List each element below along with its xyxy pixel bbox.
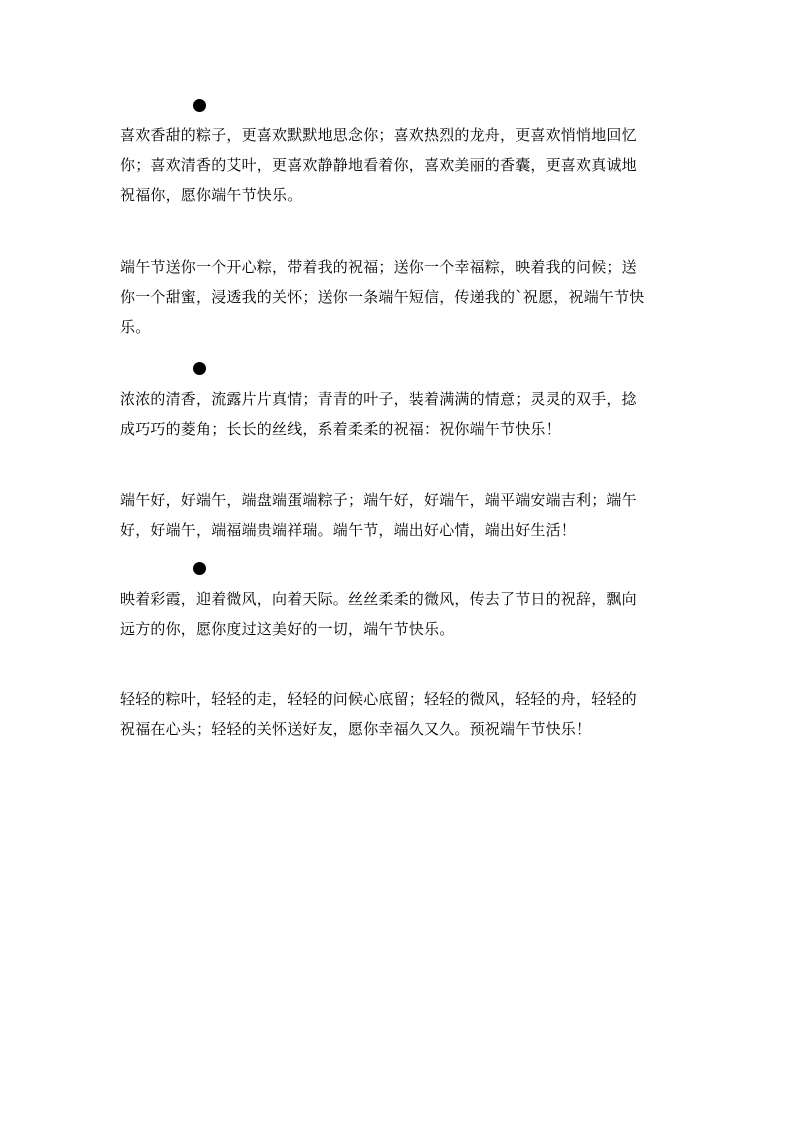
greeting-paragraph bbox=[120, 485, 680, 545]
text-line: 乐。 bbox=[120, 318, 151, 336]
greeting-paragraph bbox=[120, 384, 680, 444]
text-line: 成巧巧的菱角；长长的丝线，系着柔柔的祝福：祝你端午节快乐！ bbox=[120, 420, 561, 438]
bullet-marker bbox=[193, 562, 206, 575]
text-line: 你；喜欢清香的艾叶，更喜欢静静地看着你，喜欢美丽的香囊，更喜欢真诚地 bbox=[120, 156, 637, 174]
text-line: 祝福你，愿你端午节快乐。 bbox=[120, 186, 303, 204]
text-line: 轻轻的粽叶，轻轻的走，轻轻的问候心底留；轻轻的微风，轻轻的舟，轻轻的 bbox=[120, 690, 637, 708]
greeting-paragraph bbox=[120, 684, 680, 744]
text-line: 映着彩霞，迎着微风，向着天际。丝丝柔柔的微风，传去了节日的祝辞，飘向 bbox=[120, 590, 637, 608]
text-line: 远方的你，愿你度过这美好的一切，端午节快乐。 bbox=[120, 620, 455, 638]
text-line: 端午好，好端午，端盘端蛋端粽子；端午好，好端午，端平端安端吉利；端午 bbox=[120, 491, 637, 509]
text-line: 喜欢香甜的粽子，更喜欢默默地思念你；喜欢热烈的龙舟，更喜欢悄悄地回忆 bbox=[120, 126, 637, 144]
greeting-paragraph bbox=[120, 252, 680, 342]
text-line: 你一个甜蜜，浸透我的关怀；送你一条端午短信，传递我的`祝愿，祝端午节快 bbox=[120, 288, 645, 306]
greeting-paragraph bbox=[120, 120, 680, 210]
bullet-marker bbox=[193, 362, 206, 375]
bullet-marker bbox=[193, 99, 206, 112]
text-line: 端午节送你一个开心粽，带着我的祝福；送你一个幸福粽，映着我的问候；送 bbox=[120, 258, 637, 276]
text-line: 祝福在心头；轻轻的关怀送好友，愿你幸福久又久。预祝端午节快乐！ bbox=[120, 720, 592, 738]
greeting-paragraph bbox=[120, 584, 680, 644]
text-line: 浓浓的清香，流露片片真情；青青的叶子，装着满满的情意；灵灵的双手，捻 bbox=[120, 390, 637, 408]
text-line: 好，好端午，端福端贵端祥瑞。端午节，端出好心情，端出好生活！ bbox=[120, 521, 577, 539]
